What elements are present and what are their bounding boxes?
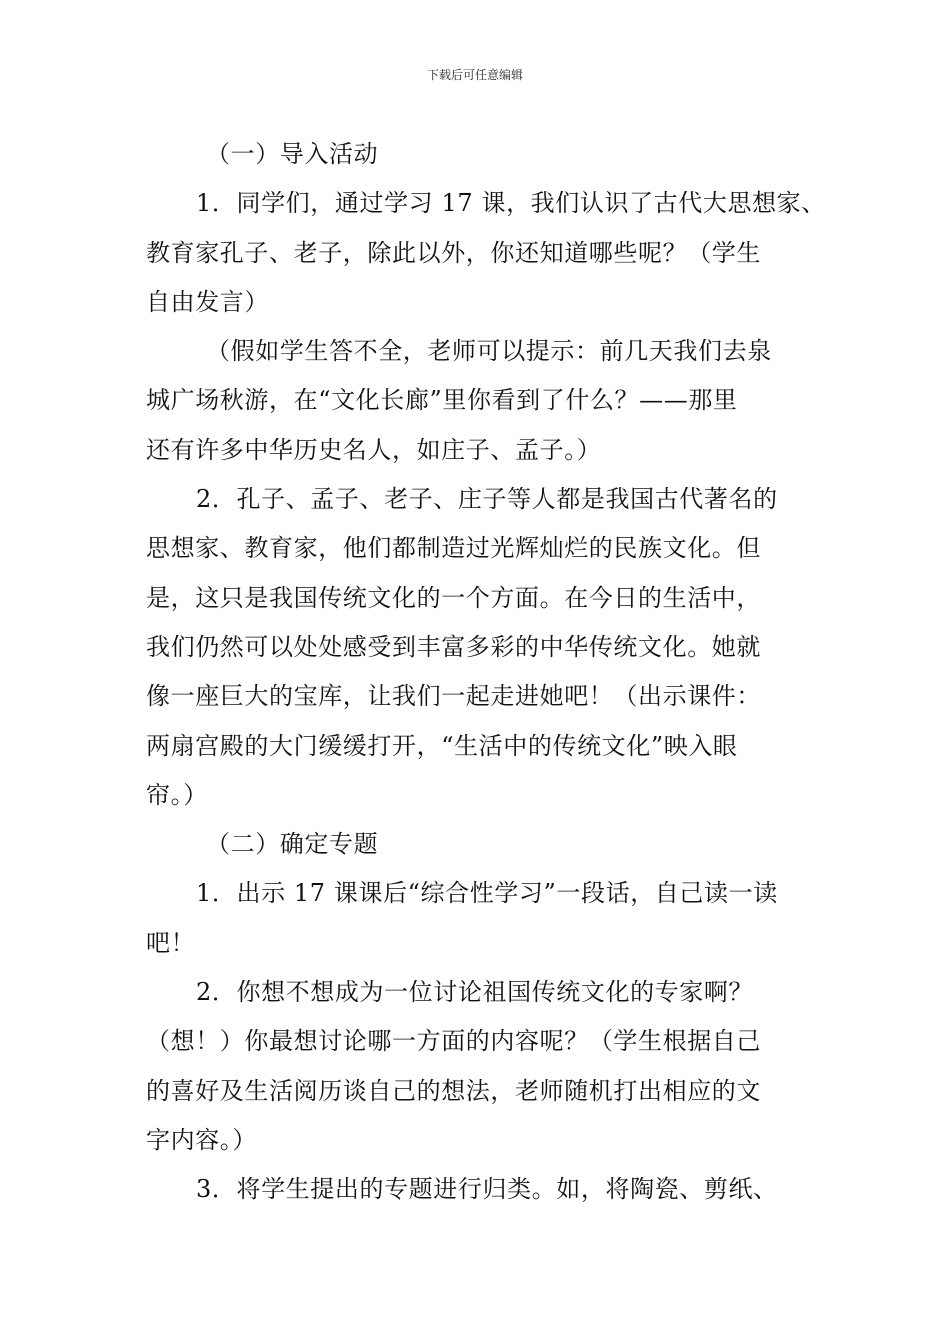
paragraph-line: 我们仍然可以处处感受到丰富多彩的中华传统文化。她就 xyxy=(146,632,761,661)
paragraph-line: 自由发言） xyxy=(146,287,269,316)
document-body xyxy=(146,130,826,1215)
paragraph-line: 2．孔子、孟子、老子、庄子等人都是我国古代著名的 xyxy=(196,485,778,514)
paragraph-line: 是，这只是我国传统文化的一个方面。在今日的生活中， xyxy=(146,583,761,612)
paragraph-line: 教育家孔子、老子，除此以外，你还知道哪些呢？（学生 xyxy=(146,238,761,267)
page-header-note: 下载后可任意编辑 xyxy=(426,68,523,82)
paragraph-line: 1．同学们，通过学习 17 课，我们认识了古代大思想家、 xyxy=(196,189,826,218)
paragraph-line: （想！）你最想讨论哪一方面的内容呢？（学生根据自己 xyxy=(146,1027,761,1056)
paragraph-line: 吧！ xyxy=(146,928,196,957)
paragraph-line: 像一座巨大的宝库，让我们一起走进她吧！（出示课件： xyxy=(146,682,761,711)
paragraph-line: （假如学生答不全，老师可以提示：前几天我们去泉 xyxy=(206,337,772,366)
paragraph-line: 2．你想不想成为一位讨论祖国传统文化的专家啊？ xyxy=(196,978,754,1007)
paragraph-line: 两扇宫殿的大门缓缓打开，“生活中的传统文化”映入眼 xyxy=(146,731,738,760)
paragraph-line: 的喜好及生活阅历谈自己的想法，老师随机打出相应的文 xyxy=(146,1076,761,1105)
paragraph-line: 还有许多中华历史名人，如庄子、孟子。） xyxy=(146,435,602,464)
paragraph-line: 思想家、教育家，他们都制造过光辉灿烂的民族文化。但 xyxy=(146,534,761,563)
paragraph-line: 字内容。） xyxy=(146,1125,257,1154)
paragraph-line: 帘。） xyxy=(146,780,208,809)
paragraph-line: 城广场秋游，在“文化长廊”里你看到了什么？——那里 xyxy=(146,386,738,415)
section-heading-topic: （二）确定专题 xyxy=(206,830,379,859)
paragraph-line: 1．出示 17 课课后“综合性学习”一段话，自己读一读 xyxy=(196,879,778,908)
section-heading-intro: （一）导入活动 xyxy=(206,140,379,168)
paragraph-line: 3．将学生提出的专题进行归类。如，将陶瓷、剪纸、 xyxy=(196,1175,778,1204)
